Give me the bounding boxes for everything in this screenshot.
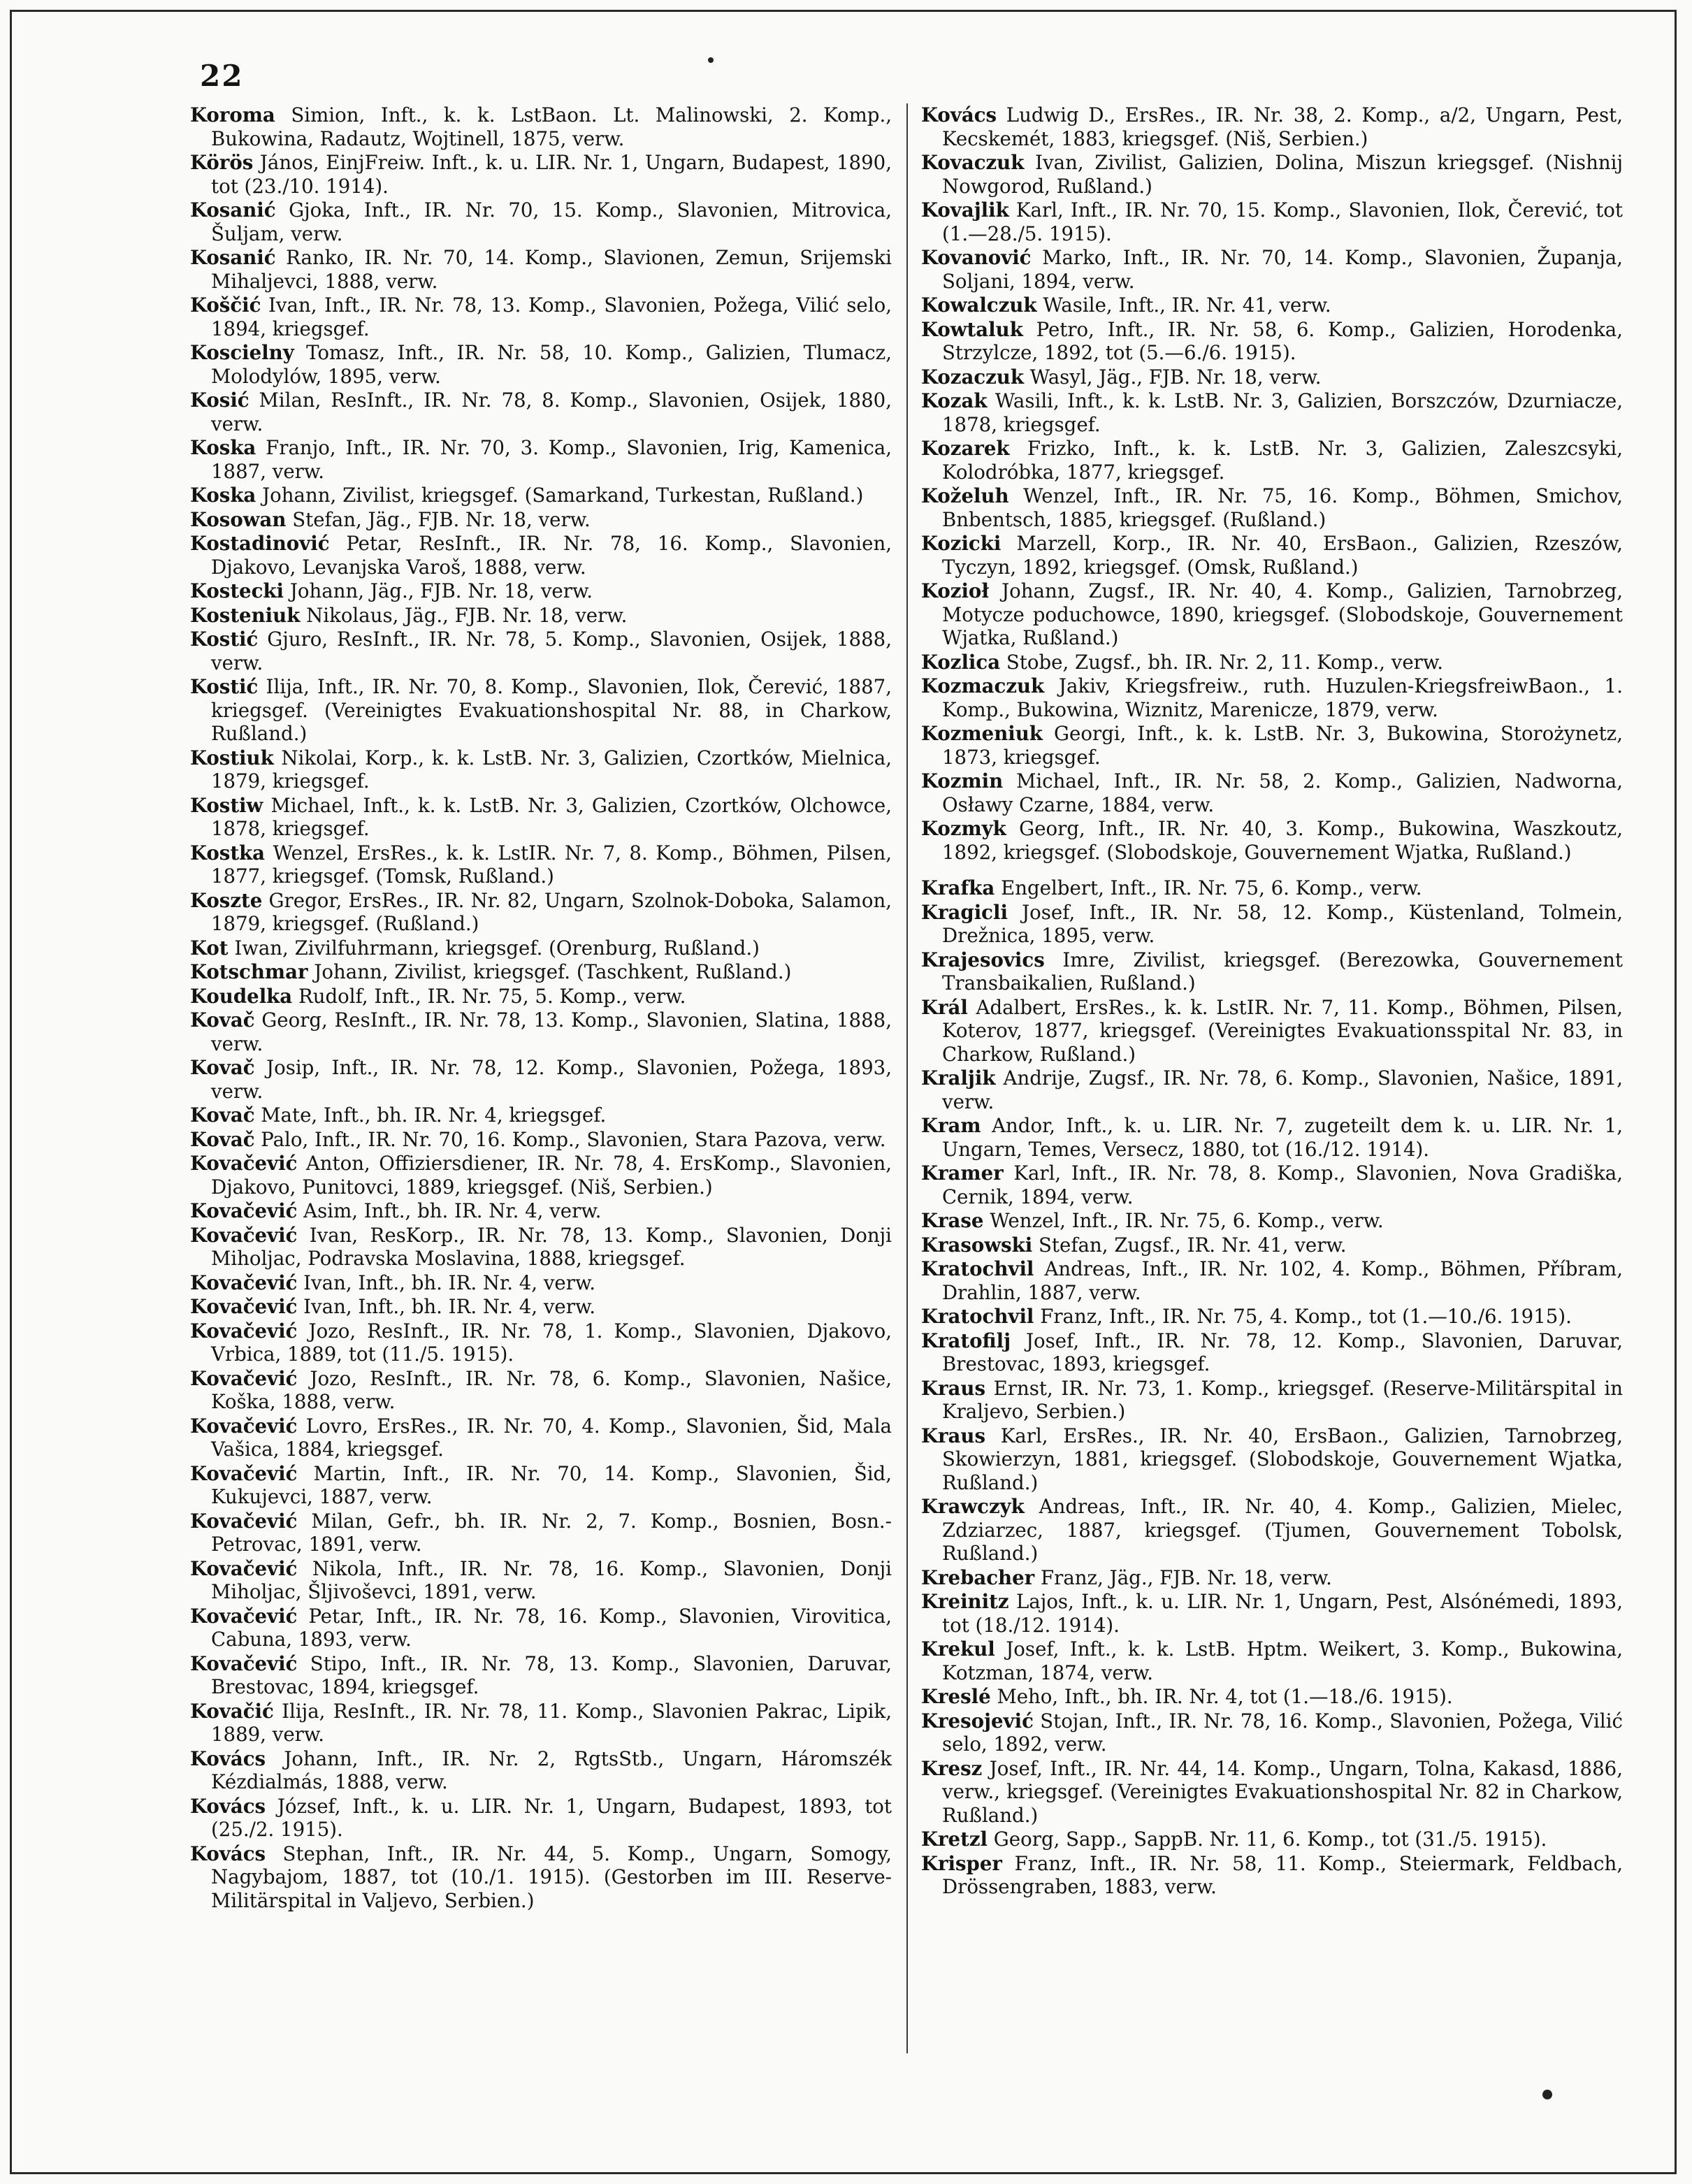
entry-details: Tomasz, Inft., IR. Nr. 58, 10. Komp., Galizien, Tlumacz, Molodylów, 1895, verw. — [211, 341, 892, 388]
register-entry — [190, 341, 892, 388]
entry-surname: Kozarek — [921, 437, 1010, 460]
entry-details: Karl, Inft., IR. Nr. 70, 15. Komp., Slavonien, Ilok, Čerević, tot (1.—28./5. 1915). — [942, 198, 1623, 245]
register-entry — [921, 722, 1623, 769]
register-entry — [190, 1056, 892, 1103]
register-entry — [190, 1795, 892, 1842]
entry-surname: Kovačević — [190, 1414, 298, 1438]
register-entry — [190, 1415, 892, 1461]
entry-surname: Kosanić — [190, 198, 276, 222]
register-entry — [921, 1495, 1623, 1565]
register-entry — [921, 294, 1623, 317]
entry-surname: Kretzl — [921, 1828, 988, 1851]
register-entry — [921, 1757, 1623, 1828]
entry-details: Petar, ResInft., IR. Nr. 78, 16. Komp., Slavonien, Djakovo, Levanjska Varoš, 1888, verw. — [211, 532, 892, 579]
entry-details: Franjo, Inft., IR. Nr. 70, 3. Komp., Slavonien, Irig, Kamenica, 1887, verw. — [211, 436, 892, 483]
entry-surname: Kot — [190, 936, 229, 960]
register-entry — [190, 198, 892, 245]
entry-details: Ivan, Inft., IR. Nr. 78, 13. Komp., Slavonien, Požega, Vilić selo, 1894, kriegsgef. — [211, 294, 892, 340]
register-entry — [190, 1557, 892, 1604]
entry-details: Wenzel, Inft., IR. Nr. 75, 6. Komp., verw. — [990, 1209, 1384, 1232]
entry-details: Anton, Offiziersdiener, IR. Nr. 78, 4. ErsKomp., Slavonien, Djakovo, Punitovci, 1889, kriegsgef. (Niš, Serbien.) — [211, 1152, 892, 1199]
entry-surname: Kresojević — [921, 1709, 1034, 1733]
entry-surname: Kovačević — [190, 1509, 298, 1533]
entry-surname: Krasowski — [921, 1233, 1033, 1257]
register-entry — [921, 1162, 1623, 1208]
register-entry — [921, 996, 1623, 1066]
entry-details: Johann, Zivilist, kriegsgef. (Taschkent, Rußland.) — [314, 960, 792, 983]
entry-details: Frizko, Inft., k. k. LstB. Nr. 3, Galizien, Zaleszcsyki, Kolodróbka, 1877, kriegsgef. — [942, 437, 1623, 484]
entry-surname: Kostić — [190, 675, 259, 698]
entry-details: Karl, Inft., IR. Nr. 78, 8. Komp., Slavonien, Nova Gradiška, Cernik, 1894, verw. — [942, 1162, 1623, 1208]
register-entry — [921, 103, 1623, 150]
register-entry — [190, 1462, 892, 1509]
entry-surname: Kram — [921, 1114, 981, 1137]
register-entry — [921, 1377, 1623, 1424]
entry-details: Karl, ErsRes., IR. Nr. 40, ErsBaon., Galizien, Tarnobrzeg, Skowierzyn, 1881, kriegsgef. (Slobodskoje, Gouvernement Wjatka, Rußland.) — [942, 1424, 1623, 1494]
register-entry — [190, 841, 892, 888]
entry-details: Nikolai, Korp., k. k. LstB. Nr. 3, Galizien, Czortków, Mielnica, 1879, kriegsgef. — [211, 746, 892, 793]
register-entry — [190, 1008, 892, 1055]
entry-surname: Kovačević — [190, 1295, 298, 1318]
entry-details: Ivan, Zivilist, Galizien, Dolina, Miszun kriegsgef. (Nishnij Nowgorod, Rußland.) — [942, 151, 1623, 198]
entry-details: Stefan, Zugsf., IR. Nr. 41, verw. — [1039, 1233, 1347, 1257]
entry-surname: Koscielny — [190, 341, 294, 364]
register-entry — [921, 1066, 1623, 1113]
entry-surname: Kovač — [190, 1008, 255, 1032]
entry-details: Ivan, Inft., bh. IR. Nr. 4, verw. — [303, 1271, 596, 1294]
entry-details: Josef, Inft., IR. Nr. 78, 12. Komp., Slavonien, Daruvar, Brestovac, 1893, kriegsgef. — [942, 1329, 1623, 1375]
entry-details: Ranko, IR. Nr. 70, 14. Komp., Slavionen, Zemun, Srijemski Mihaljevci, 1888, verw. — [211, 246, 892, 293]
register-entry — [190, 389, 892, 435]
register-entry — [190, 1224, 892, 1271]
entry-surname: Koroma — [190, 103, 275, 126]
entry-details: Martin, Inft., IR. Nr. 70, 14. Komp., Slavonien, Šid, Kukujevci, 1887, verw. — [211, 1461, 892, 1508]
entry-surname: Kovačević — [190, 1152, 298, 1175]
register-entry — [921, 948, 1623, 995]
entry-details: Stephan, Inft., IR. Nr. 44, 5. Komp., Ungarn, Somogy, Nagybajom, 1887, tot (10./1. 1915). (Gestorben im III. Reserve-Militärspital in Valjevo, Serbien.) — [211, 1842, 892, 1912]
entry-surname: Kovač — [190, 1127, 255, 1151]
entry-details: Stobe, Zugsf., bh. IR. Nr. 2, 11. Komp., verw. — [1006, 650, 1443, 674]
entry-details: Lovro, ErsRes., IR. Nr. 70, 4. Komp., Slavonien, Šid, Mala Vašica, 1884, kriegsgef. — [211, 1414, 892, 1461]
entry-details: Johann, Inft., IR. Nr. 2, RgtsStb., Ungarn, Háromszék Kézdialmás, 1888, verw. — [211, 1747, 892, 1793]
entry-surname: Kostić — [190, 628, 259, 651]
entry-surname: Kramer — [921, 1162, 1004, 1185]
entry-surname: Kozaczuk — [921, 365, 1024, 389]
register-entry — [190, 960, 892, 984]
entry-details: Andrije, Zugsf., IR. Nr. 78, 6. Komp., Slavonien, Našice, 1891, verw. — [942, 1066, 1623, 1113]
entry-surname: Krafka — [921, 876, 995, 899]
entry-surname: Kovačević — [190, 1556, 298, 1580]
entry-surname: Kovačević — [190, 1651, 298, 1675]
register-entry — [190, 628, 892, 674]
register-entry — [921, 318, 1623, 365]
entry-surname: Krase — [921, 1209, 984, 1232]
entry-surname: Kragicli — [921, 900, 1008, 924]
register-entry — [921, 901, 1623, 948]
entry-surname: Kozlica — [921, 650, 1001, 674]
entry-surname: Kreinitz — [921, 1590, 1009, 1613]
entry-surname: Kostadinović — [190, 532, 330, 555]
entry-details: Michael, Inft., k. k. LstB. Nr. 3, Galizien, Czortków, Olchowce, 1878, kriegsgef. — [211, 793, 892, 840]
print-speck — [708, 57, 714, 63]
register-entry — [190, 1510, 892, 1556]
entry-surname: Kresz — [921, 1756, 983, 1780]
register-entry — [921, 1685, 1623, 1709]
entry-details: Gjoka, Inft., IR. Nr. 70, 15. Komp., Slavonien, Mitrovica, Šuljam, verw. — [211, 198, 892, 245]
entry-surname: Kreslé — [921, 1685, 991, 1708]
entry-details: Ivan, ResKorp., IR. Nr. 78, 13. Komp., Slavonien, Donji Miholjac, Podravska Moslavina, 1888, kriegsgef. — [211, 1223, 892, 1270]
entry-surname: Krebacher — [921, 1565, 1035, 1589]
register-entry — [921, 484, 1623, 531]
entry-details: Georg, ResInft., IR. Nr. 78, 13. Komp., Slavonien, Slatina, 1888, verw. — [211, 1008, 892, 1055]
entry-details: Georgi, Inft., k. k. LstB. Nr. 3, Bukowina, Storożynetz, 1873, kriegsgef. — [942, 722, 1623, 769]
register-entry — [921, 1709, 1623, 1756]
entry-surname: Kovačević — [190, 1366, 298, 1390]
entry-details: Josef, Inft., IR. Nr. 44, 14. Komp., Ungarn, Tolna, Kakasd, 1886, verw., kriegsgef. (Vereinigtes Evakuationshospital Nr. 82 in Charkow, Rußland.) — [942, 1756, 1623, 1827]
left-column — [190, 103, 892, 1913]
register-entry — [190, 794, 892, 841]
register-entry — [921, 1329, 1623, 1376]
entry-details: Mate, Inft., bh. IR. Nr. 4, kriegsgef. — [261, 1104, 607, 1127]
register-entry — [921, 1305, 1623, 1329]
entry-surname: Kovačević — [190, 1223, 298, 1247]
entry-surname: Koska — [190, 484, 256, 507]
entry-details: Jozo, ResInft., IR. Nr. 78, 6. Komp., Slavonien, Našice, Koška, 1888, verw. — [211, 1366, 892, 1413]
register-entry — [190, 1295, 892, 1319]
entry-surname: Krawczyk — [921, 1495, 1025, 1518]
register-entry — [190, 532, 892, 579]
column-divider — [906, 103, 908, 2053]
entry-surname: Krekul — [921, 1637, 995, 1661]
entry-details: Adalbert, ErsRes., k. k. LstIR. Nr. 7, 11. Komp., Böhmen, Pilsen, Koterov, 1877, kriegsgef. (Vereinigtes Evakuationsspital Nr. 83, in Charkow, Rußland.) — [942, 995, 1623, 1066]
entry-surname: Krajesovics — [921, 948, 1045, 971]
entry-details: Iwan, Zivilfuhrmann, kriegsgef. (Orenburg, Rußland.) — [234, 936, 760, 960]
register-entry — [190, 508, 892, 532]
register-entry — [921, 151, 1623, 198]
entry-details: Marzell, Korp., IR. Nr. 40, ErsBaon., Galizien, Rzeszów, Tyczyn, 1892, kriegsgef. (Omsk, Rußland.) — [942, 532, 1623, 579]
register-entry — [190, 1652, 892, 1699]
entry-details: Ilija, ResInft., IR. Nr. 78, 11. Komp., Slavonien Pakrac, Lipik, 1889, verw. — [211, 1699, 892, 1746]
entry-details: Stefan, Jäg., FJB. Nr. 18, verw. — [292, 507, 591, 531]
entry-surname: Kovačević — [190, 1461, 298, 1485]
entry-details: Andreas, Inft., IR. Nr. 40, 4. Komp., Galizien, Mielec, Zdziarzec, 1887, kriegsgef. (Tjumen, Gouvernement Tobolsk, Rußland.) — [942, 1495, 1623, 1565]
entry-details: Georg, Inft., IR. Nr. 40, 3. Komp., Bukowina, Waszkoutz, 1892, kriegsgef. (Slobodskoje, Gouvernement Wjatka, Rußland.) — [942, 817, 1623, 864]
register-entry — [190, 1700, 892, 1747]
entry-surname: Körös — [190, 151, 254, 174]
entry-surname: Kovaczuk — [921, 151, 1025, 174]
entry-details: Wenzel, Inft., IR. Nr. 75, 16. Komp., Böhmen, Smichov, Bnbentsch, 1885, kriegsgef. (Rußland.) — [942, 484, 1624, 531]
entry-details: Jakiv, Kriegsfreiw., ruth. Huzulen-KriegsfreiwBaon., 1. Komp., Bukowina, Wiznitz, Marenicze, 1879, verw. — [942, 674, 1623, 721]
entry-details: Johann, Jäg., FJB. Nr. 18, verw. — [289, 579, 593, 602]
entry-surname: Kratochvil — [921, 1257, 1034, 1280]
entry-details: János, EinjFreiw. Inft., k. u. LIR. Nr. 1, Ungarn, Budapest, 1890, tot (23./10. 1914). — [211, 151, 892, 198]
entry-surname: Kovačević — [190, 1604, 298, 1628]
entry-surname: Kosteniuk — [190, 603, 301, 627]
entry-details: Petro, Inft., IR. Nr. 58, 6. Komp., Galizien, Horodenka, Strzylcze, 1892, tot (5.—6./6. 1915). — [942, 317, 1623, 364]
register-entry — [190, 436, 892, 483]
entry-surname: Kostka — [190, 841, 266, 865]
entry-surname: Kraljik — [921, 1066, 996, 1090]
entry-surname: Kowalczuk — [921, 294, 1037, 317]
entry-details: Ernst, IR. Nr. 73, 1. Komp., kriegsgef. (Reserve-Militärspital in Kraljevo, Serbien.) — [942, 1376, 1623, 1423]
entry-details: Stipo, Inft., IR. Nr. 78, 13. Komp., Slavonien, Daruvar, Brestovac, 1894, kriegsgef. — [211, 1651, 892, 1698]
register-entry — [190, 1199, 892, 1223]
entry-surname: Kowtaluk — [921, 317, 1023, 341]
entry-surname: Koudelka — [190, 984, 293, 1008]
entry-details: Nikola, Inft., IR. Nr. 78, 16. Komp., Slavonien, Donji Miholjac, Šljivoševci, 1891, verw. — [211, 1556, 892, 1603]
register-entry — [190, 1747, 892, 1794]
entry-details: József, Inft., k. u. LIR. Nr. 1, Ungarn, Budapest, 1893, tot (25./2. 1915). — [211, 1794, 892, 1841]
register-entry — [190, 1128, 892, 1152]
entry-surname: Kovács — [190, 1842, 266, 1865]
entry-details: Ilija, Inft., IR. Nr. 70, 8. Komp., Slavonien, Ilok, Čerević, 1887, kriegsgef. (Vereinigtes Evakuationshospital Nr. 88, in Charkow, Rußland.) — [211, 675, 892, 745]
entry-surname: Koska — [190, 436, 256, 459]
entry-surname: Koželuh — [921, 484, 1009, 507]
entry-surname: Kosowan — [190, 507, 287, 531]
register-entry — [921, 1828, 1623, 1851]
entry-details: Palo, Inft., IR. Nr. 70, 16. Komp., Slavonien, Stara Pazova, verw. — [261, 1127, 886, 1151]
entry-details: Georg, Sapp., SappB. Nr. 11, 6. Komp., tot (31./5. 1915). — [993, 1828, 1547, 1851]
entry-details: Nikolaus, Jäg., FJB. Nr. 18, verw. — [306, 603, 628, 627]
entry-details: Wenzel, ErsRes., k. k. LstIR. Nr. 7, 8. Komp., Böhmen, Pilsen, 1877, kriegsgef. (Tomsk, Rußland.) — [211, 841, 892, 888]
print-speck — [1542, 2090, 1552, 2099]
entry-details: Johann, Zugsf., IR. Nr. 40, 4. Komp., Galizien, Tarnobrzeg, Motycze poduchowce, 1890, kriegsgef. (Slobodskoje, Gouvernement Wjatka, Rußland.) — [942, 579, 1623, 649]
entry-details: Josip, Inft., IR. Nr. 78, 12. Komp., Slavonien, Požega, 1893, verw. — [211, 1056, 892, 1103]
register-entry — [190, 1104, 892, 1127]
entry-details: Marko, Inft., IR. Nr. 70, 14. Komp., Slavonien, Županja, Soljani, 1894, verw. — [942, 246, 1623, 293]
register-entry — [190, 246, 892, 293]
entry-surname: Kovač — [190, 1056, 255, 1079]
entry-surname: Král — [921, 995, 968, 1019]
entry-details: Josef, Inft., k. k. LstB. Hptm. Weikert, 3. Komp., Bukowina, Kotzman, 1874, verw. — [942, 1637, 1623, 1684]
entry-surname: Kovačević — [190, 1271, 298, 1294]
register-entry — [921, 651, 1623, 674]
register-entry — [921, 1114, 1623, 1161]
register-entry — [921, 817, 1623, 864]
entry-surname: Kovačić — [190, 1699, 274, 1723]
entry-details: Stojan, Inft., IR. Nr. 78, 16. Komp., Slavonien, Požega, Vilić selo, 1892, verw. — [942, 1709, 1623, 1756]
entry-details: Josef, Inft., IR. Nr. 58, 12. Komp., Küstenland, Tolmein, Drežnica, 1895, verw. — [942, 900, 1623, 947]
register-entry — [921, 1590, 1623, 1637]
entry-surname: Kozmin — [921, 769, 1004, 793]
register-entry — [921, 1637, 1623, 1684]
register-entry — [921, 1566, 1623, 1590]
entry-surname: Kovačević — [190, 1199, 298, 1222]
entry-surname: Kozmeniuk — [921, 722, 1043, 745]
entry-details: Imre, Zivilist, kriegsgef. (Berezowka, Gouvernement Transbaikalien, Rußland.) — [942, 948, 1623, 995]
register-entry — [921, 437, 1623, 484]
register-entry — [190, 1271, 892, 1295]
entry-details: Lajos, Inft., k. u. LIR. Nr. 1, Ungarn, Pest, Alsónémedi, 1893, tot (18./12. 1914). — [942, 1590, 1623, 1637]
entry-surname: Kovač — [190, 1104, 255, 1127]
entry-surname: Kratofilj — [921, 1329, 1011, 1352]
register-entry — [921, 1852, 1623, 1899]
entry-surname: Kovács — [190, 1794, 266, 1818]
entry-details: Wasyl, Jäg., FJB. Nr. 18, verw. — [1029, 365, 1322, 389]
entry-details: Wasili, Inft., k. k. LstB. Nr. 3, Galizien, Borszczów, Dzurniacze, 1878, kriegsgef. — [942, 389, 1623, 436]
entry-surname: Kovajlik — [921, 198, 1009, 222]
entry-details: Andor, Inft., k. u. LIR. Nr. 7, zugeteilt dem k. u. LIR. Nr. 1, Ungarn, Temes, Versecz, 1880, tot (16./12. 1914). — [942, 1114, 1623, 1161]
register-entry — [190, 294, 892, 340]
entry-details: Gjuro, ResInft., IR. Nr. 78, 5. Komp., Slavonien, Osijek, 1888, verw. — [211, 628, 892, 674]
entry-surname: Kostiuk — [190, 746, 274, 769]
entry-surname: Kraus — [921, 1424, 985, 1447]
register-entry — [921, 532, 1623, 579]
register-entry — [190, 746, 892, 793]
entry-surname: Kozak — [921, 389, 988, 412]
entry-details: Wasile, Inft., IR. Nr. 41, verw. — [1043, 294, 1331, 317]
register-entry — [190, 985, 892, 1008]
entry-details: Gregor, ErsRes., IR. Nr. 82, Ungarn, Szolnok-Doboka, Salamon, 1879, kriegsgef. (Rußland.) — [211, 888, 892, 935]
entry-surname: Kozioł — [921, 579, 989, 602]
register-entry — [190, 579, 892, 603]
entry-details: Franz, Jäg., FJB. Nr. 18, verw. — [1041, 1565, 1332, 1589]
page-number: 22 — [200, 59, 244, 93]
register-entry — [190, 1152, 892, 1199]
register-entry — [921, 769, 1623, 816]
register-entry — [190, 1319, 892, 1366]
register-entry — [921, 366, 1623, 389]
entry-details: Franz, Inft., IR. Nr. 58, 11. Komp., Steiermark, Feldbach, Drössengraben, 1883, verw. — [942, 1851, 1623, 1898]
entry-surname: Kosić — [190, 389, 250, 412]
entry-details: Meho, Inft., bh. IR. Nr. 4, tot (1.—18./6. 1915). — [997, 1685, 1453, 1708]
register-entry — [190, 889, 892, 936]
register-entry — [921, 1209, 1623, 1233]
entry-surname: Kovács — [921, 103, 997, 126]
entry-surname: Kotschmar — [190, 960, 308, 983]
register-entry — [921, 674, 1623, 721]
register-entry — [921, 1424, 1623, 1495]
entry-details: Simion, Inft., k. k. LstBaon. Lt. Malinowski, 2. Komp., Bukowina, Radautz, Wojtinell, 1875, verw. — [211, 103, 892, 150]
entry-surname: Kraus — [921, 1376, 985, 1400]
entry-surname: Koszte — [190, 888, 263, 912]
right-column — [921, 103, 1623, 1900]
register-entry — [190, 675, 892, 746]
register-entry — [190, 936, 892, 960]
register-entry — [190, 484, 892, 507]
entry-details: Engelbert, Inft., IR. Nr. 75, 6. Komp., verw. — [1001, 876, 1422, 899]
register-entry — [190, 151, 892, 198]
entry-surname: Kozmyk — [921, 817, 1006, 840]
entry-details: Jozo, ResInft., IR. Nr. 78, 1. Komp., Slavonien, Djakovo, Vrbica, 1889, tot (11./5. 1915). — [211, 1319, 892, 1366]
register-entry — [921, 246, 1623, 293]
entry-details: Rudolf, Inft., IR. Nr. 75, 5. Komp., verw. — [298, 984, 686, 1008]
entry-surname: Kovács — [190, 1747, 266, 1770]
entry-details: Petar, Inft., IR. Nr. 78, 16. Komp., Slavonien, Virovitica, Cabuna, 1893, verw. — [211, 1604, 892, 1651]
entry-surname: Kozicki — [921, 532, 1002, 555]
register-entry — [190, 1605, 892, 1651]
register-entry — [921, 1234, 1623, 1257]
entry-surname: Kratochvil — [921, 1305, 1034, 1328]
register-entry — [921, 579, 1623, 650]
entry-details: Andreas, Inft., IR. Nr. 102, 4. Komp., Böhmen, Příbram, Drahlin, 1887, verw. — [942, 1257, 1623, 1304]
entry-surname: Krisper — [921, 1851, 1002, 1875]
register-entry — [921, 389, 1623, 436]
register-entry — [190, 604, 892, 628]
register-entry — [190, 1367, 892, 1414]
entry-details: Milan, ResInft., IR. Nr. 78, 8. Komp., Slavonien, Osijek, 1880, verw. — [211, 389, 892, 435]
entry-surname: Kovačević — [190, 1319, 298, 1343]
entry-details: Asim, Inft., bh. IR. Nr. 4, verw. — [303, 1199, 602, 1222]
register-entry — [190, 1842, 892, 1913]
entry-surname: Kosanić — [190, 246, 276, 269]
entry-details: Franz, Inft., IR. Nr. 75, 4. Komp., tot (1.—10./6. 1915). — [1040, 1305, 1572, 1328]
register-entry — [921, 876, 1623, 900]
entry-details: Milan, Gefr., bh. IR. Nr. 2, 7. Komp., Bosnien, Bosn.-Petrovac, 1891, verw. — [211, 1509, 892, 1556]
register-entry — [921, 1257, 1623, 1304]
entry-surname: Koščić — [190, 294, 261, 317]
entry-details: Ludwig D., ErsRes., IR. Nr. 38, 2. Komp., a/2, Ungarn, Pest, Kecskemét, 1883, kriegsgef. (Niš, Serbien.) — [942, 103, 1623, 150]
entry-details: Johann, Zivilist, kriegsgef. (Samarkand, Turkestan, Rußland.) — [262, 484, 864, 507]
register-entry — [190, 103, 892, 150]
entry-details: Michael, Inft., IR. Nr. 58, 2. Komp., Galizien, Nadworna, Osławy Czarne, 1884, verw. — [942, 769, 1623, 816]
register-entry — [921, 198, 1623, 245]
entry-surname: Kovanović — [921, 246, 1032, 269]
entry-surname: Kostiw — [190, 793, 263, 817]
entry-surname: Kozmaczuk — [921, 674, 1045, 697]
entry-details: Ivan, Inft., bh. IR. Nr. 4, verw. — [303, 1295, 596, 1318]
entry-surname: Kostecki — [190, 579, 284, 602]
